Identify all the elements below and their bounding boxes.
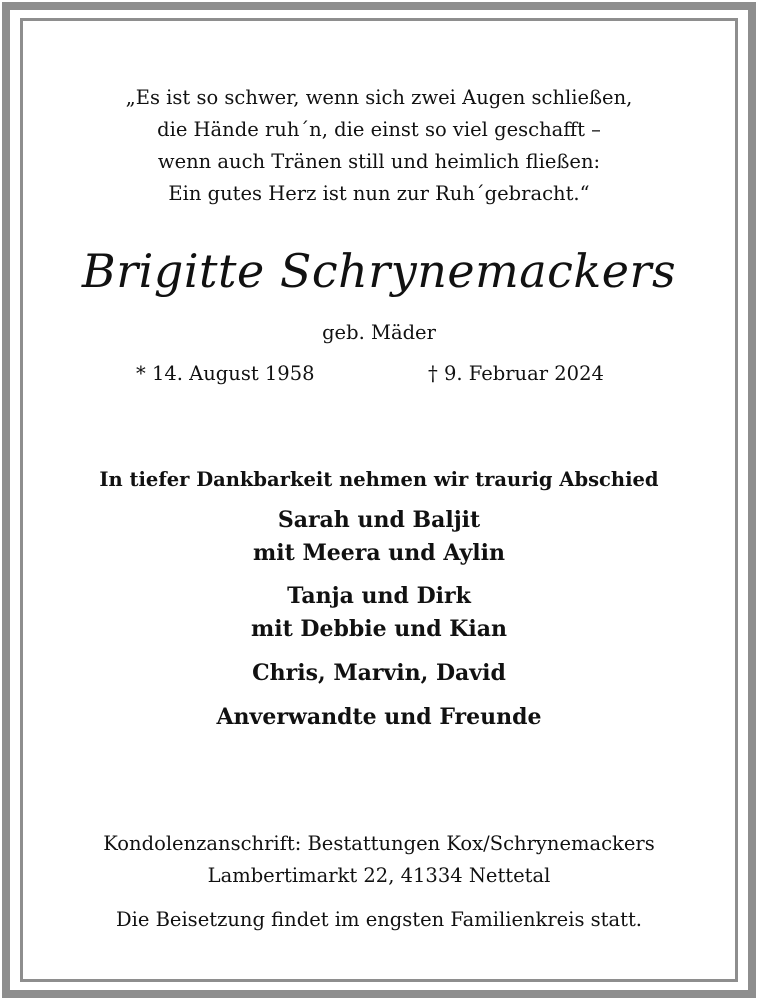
deceased-name: Brigitte Schrynemackers (81, 244, 677, 298)
farewell-text: In tiefer Dankbarkeit nehmen wir traurig Abschied (99, 468, 659, 491)
mourner-line: Tanja und Dirk (287, 583, 471, 609)
mourner-line: Chris, Marvin, David (252, 660, 506, 686)
mourner-group (0, 700, 758, 734)
mourner-line: mit Debbie und Kian (250, 616, 508, 642)
condolence-line-2: Lambertimarkt 22, 41334 Nettetal (207, 864, 551, 887)
poem-line-2: die Hände ruh´n, die einst so viel geschafft – (157, 118, 601, 141)
condolence-line-1: Kondolenzanschrift: Bestattungen Kox/Schrynemackers (103, 832, 655, 855)
mourner-line: mit Meera und Aylin (252, 540, 505, 566)
condolence-address (0, 828, 758, 892)
poem-block (0, 82, 758, 210)
mourner-group (0, 504, 758, 570)
funeral-note: Die Beisetzung findet im engsten Familienkreis statt. (115, 908, 643, 931)
life-dates (0, 358, 758, 390)
poem-line-1: „Es ist so schwer, wenn sich zwei Augen schließen, (125, 86, 633, 109)
poem-line-4: Ein gutes Herz ist nun zur Ruh´gebracht.“ (168, 182, 590, 205)
death-date: † 9. Februar 2024 (428, 362, 604, 385)
mourner-group (0, 656, 758, 690)
birth-name: geb. Mäder (322, 321, 436, 344)
poem-line-3: wenn auch Tränen still und heimlich fließen: (157, 150, 601, 173)
mourner-group (0, 580, 758, 646)
mourner-line: Anverwandte und Freunde (216, 704, 542, 730)
birth-date: * 14. August 1958 (136, 362, 315, 385)
mourners-list (0, 504, 758, 744)
mourner-line: Sarah und Baljit (277, 507, 481, 533)
